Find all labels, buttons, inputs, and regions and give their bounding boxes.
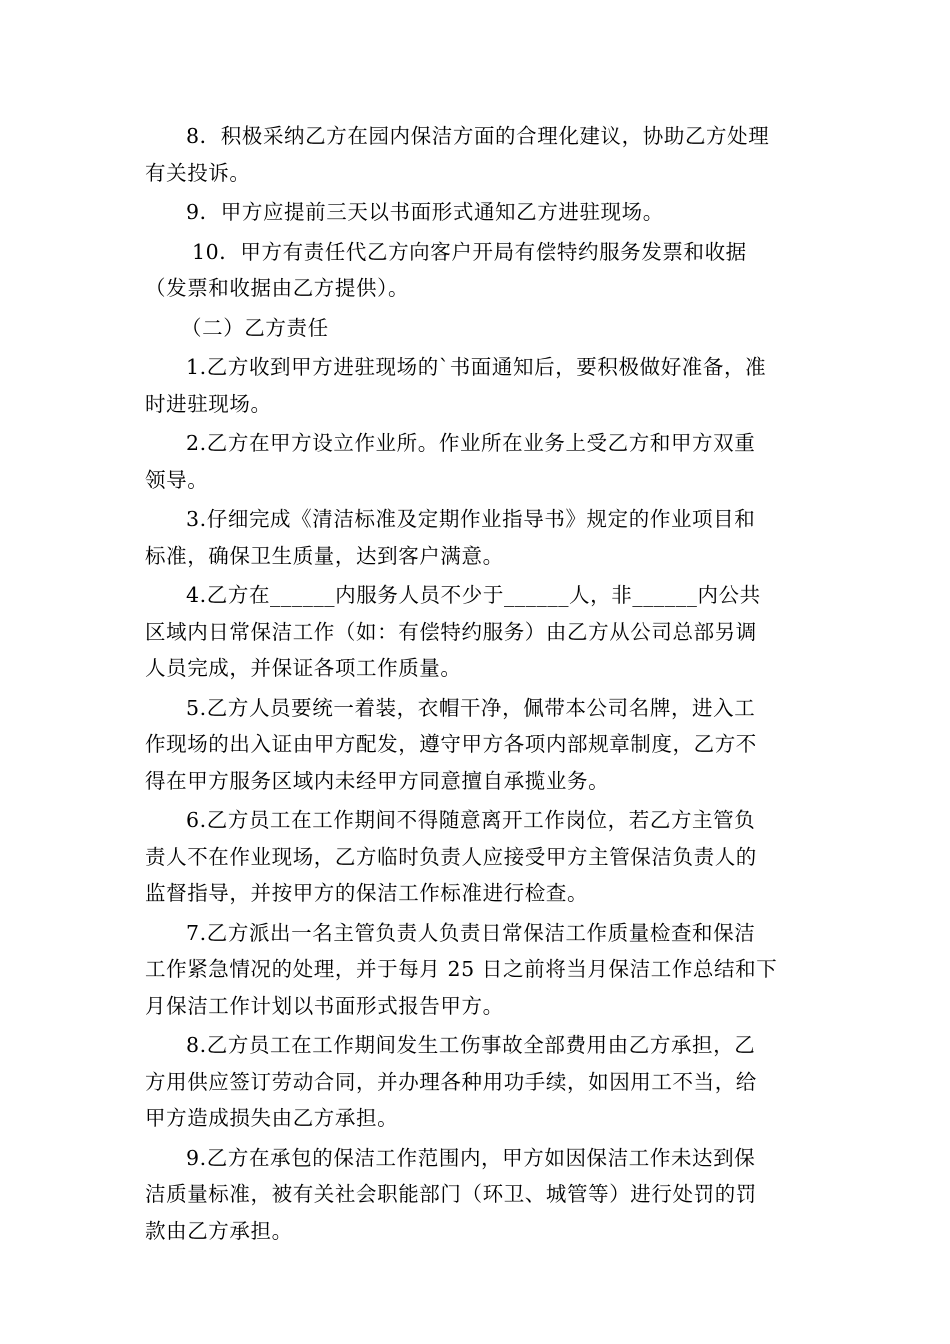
text-line: 监督指导，并按甲方的保洁工作标准进行检查。 [145,881,589,905]
text-line: 责人不在作业现场，乙方临时负责人应接受甲方主管保洁负责人的 [145,844,757,869]
text-line: 方用供应签订劳动合同，并办理各种用功手续，如因用工不当，给 [145,1069,757,1094]
text-line: 1.乙方收到甲方进驻现场的`书面通知后，要积极做好准备，准 [186,355,767,379]
text-line: 人员完成，并保证各项工作质量。 [145,656,462,680]
text-line: 5.乙方人员要统一着装，衣帽干净，佩带本公司名牌，进入工 [186,695,756,720]
paragraph-party-b-item-4 [145,577,807,687]
paragraph-party-a-item-10 [145,234,807,307]
paragraph-party-b-item-9 [145,1140,807,1250]
section-heading-party-b-responsibilities [145,310,807,347]
text-line: 10．甲方有责任代乙方向客户开局有偿特约服务发票和收据 [192,239,747,264]
text-line: 时进驻现场。 [145,391,272,416]
text-line: 6.乙方员工在工作期间不得随意离开工作岗位，若乙方主管负 [186,808,756,832]
text-line: 8.乙方员工在工作期间发生工伤事故全部费用由乙方承担，乙 [186,1033,756,1057]
text-line: 7.乙方派出一名主管负责人负责日常保洁工作质量检查和保洁 [186,920,756,945]
text-line: 得在甲方服务区域内未经甲方同意擅自承揽业务。 [145,768,610,793]
text-line: （发票和收据由乙方提供）。 [145,276,410,300]
text-line: 洁质量标准，被有关社会职能部门（环卫、城管等）进行处罚的罚 [145,1182,757,1206]
paragraph-party-b-item-2 [145,425,807,498]
paragraph-party-b-item-3 [145,501,807,574]
paragraph-party-b-item-1 [145,349,807,422]
paragraph-party-a-item-9 [145,194,807,231]
text-line: 工作紧急情况的处理，并于每月 25 日之前将当月保洁工作总结和下 [145,957,778,981]
text-line: 4.乙方在______内服务人员不少于______人，非______内公共 [186,583,761,607]
text-line: 9．甲方应提前三天以书面形式通知乙方进驻现场。 [186,200,664,224]
document-body [145,118,807,1252]
text-line: 8．积极采纳乙方在园内保洁方面的合理化建议，协助乙方处理 [186,124,770,148]
text-line: （二）乙方责任 [181,315,329,340]
text-line: 标准，确保卫生质量，达到客户满意。 [145,543,504,568]
paragraph-party-b-item-7 [145,915,807,1025]
text-line: 领导。 [145,467,209,492]
paragraph-party-b-item-6 [145,802,807,912]
paragraph-party-a-item-8 [145,118,807,191]
text-line: 区域内日常保洁工作（如：有偿特约服务）由乙方从公司总部另调 [145,619,757,644]
text-line: 9.乙方在承包的保洁工作范围内，甲方如因保洁工作未达到保 [186,1145,756,1170]
text-line: 款由乙方承担。 [145,1218,293,1243]
text-line: 作现场的出入证由甲方配发，遵守甲方各项内部规章制度，乙方不 [145,732,757,756]
paragraph-party-b-item-5 [145,690,807,800]
text-line: 3.仔细完成《清洁标准及定期作业指导书》规定的作业项目和 [186,507,756,531]
text-line: 月保洁工作计划以书面形式报告甲方。 [145,993,504,1018]
paragraph-party-b-item-8 [145,1027,807,1137]
text-line: 有关投诉。 [145,160,251,185]
text-line: 2.乙方在甲方设立作业所。作业所在业务上受乙方和甲方双重 [186,431,756,455]
text-line: 甲方造成损失由乙方承担。 [145,1106,399,1130]
